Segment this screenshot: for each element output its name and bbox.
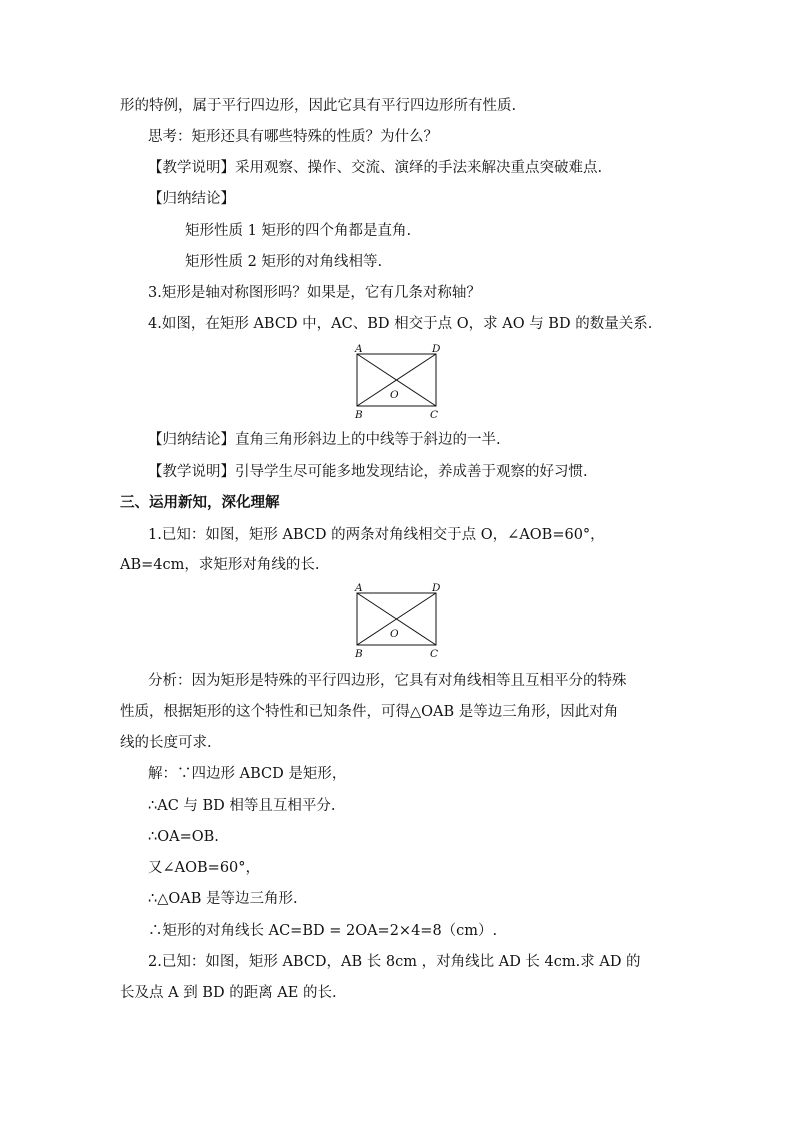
text-line: 解：∵四边形 ABCD 是矩形， [148,766,347,782]
text-line: 【教学说明】采用观察、操作、交流、演绎的手法来解决重点突破难点. [148,160,603,176]
label-b: B [355,409,363,420]
label-d: D [432,582,441,594]
text-line: 【教学说明】引导学生尽可能多地发现结论，养成善于观察的好习惯. [148,464,588,480]
text-line: AB=4cm，求矩形对角线的长. [120,557,320,573]
text-line: 2.已知：如图，矩形 ABCD，AB 长 8cm ，对角线比 AD 长 4cm.求 AD 的 [148,954,641,970]
label-o: O [390,628,399,640]
label-d: D [432,343,441,355]
section-heading: 三、运用新知，深化理解 [120,494,280,511]
text-line: 分析：因为矩形是特殊的平行四边形，它具有对角线相等且互相平分的特殊 [148,673,627,689]
text-line: 形的特例，属于平行四边形，因此它具有平行四边形所有性质. [120,98,517,114]
rectangle-figure-1 [350,343,445,420]
label-a: A [355,343,363,355]
text-line: 【归纳结论】 [148,191,235,207]
label-c: C [430,648,439,659]
label-b: B [355,648,363,659]
label-o: O [390,389,399,401]
text-line: ∴AC 与 BD 相等且互相平分. [148,798,336,814]
label-a: A [355,582,363,594]
text-line: ∴OA=OB. [148,829,219,845]
text-line: ∴矩形的对角线长 AC=BD = 2OA=2×4=8（cm）. [148,923,498,939]
text-line: 矩形性质 2 矩形的对角线相等. [185,254,383,270]
text-line: 又∠AOB=60°， [148,860,261,876]
text-line: 4.如图，在矩形 ABCD 中，AC、BD 相交于点 O，求 AO 与 BD 的数量关系. [148,316,653,332]
text-line: 3.矩形是轴对称图形吗？如果是，它有几条对称轴？ [148,285,481,301]
text-line: 长及点 A 到 BD 的距离 AE 的长. [120,985,337,1001]
label-c: C [430,409,439,420]
text-line: 线的长度可求. [120,735,212,751]
rectangle-figure-2 [350,582,445,659]
text-line: 性质，根据矩形的这个特性和已知条件，可得△OAB 是等边三角形，因此对角 [120,704,619,720]
text-line: 1.已知：如图，矩形 ABCD 的两条对角线相交于点 O，∠AOB=60°， [148,527,605,543]
text-line: 【归纳结论】直角三角形斜边上的中线等于斜边的一半. [148,432,501,448]
text-line: 矩形性质 1 矩形的四个角都是直角. [185,223,412,239]
text-line: ∴△OAB 是等边三角形. [148,891,298,907]
text-line: 思考：矩形还具有哪些特殊的性质？为什么？ [148,129,438,145]
